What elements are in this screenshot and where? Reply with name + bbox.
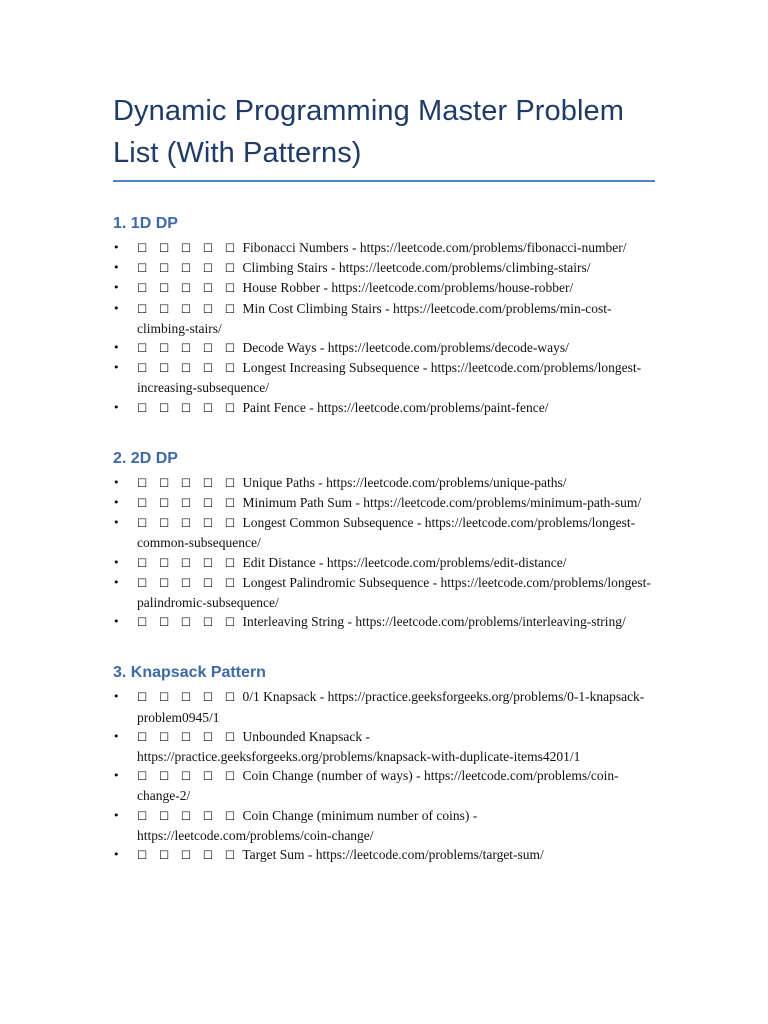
bullet-icon: • (113, 361, 120, 375)
checkbox-icons[interactable]: ☐ ☐ ☐ ☐ ☐ (137, 808, 240, 823)
list-item (113, 493, 655, 513)
document-page (113, 90, 655, 865)
bullet-icon: • (113, 575, 120, 589)
problem-text: House Robber - https://leetcode.com/problems/house-robber/ (242, 280, 574, 296)
bullet-icon: • (113, 769, 120, 783)
problem-text: Interleaving String - https://leetcode.com/problems/interleaving-string/ (242, 614, 626, 630)
section-2d-dp (113, 448, 655, 633)
problem-text: Unique Paths - https://leetcode.com/problems/unique-paths/ (242, 474, 567, 490)
problem-text: Climbing Stairs - https://leetcode.com/problems/climbing-stairs/ (242, 260, 591, 276)
bullet-icon: • (113, 516, 120, 530)
section-heading: 2. 2D DP (113, 449, 178, 467)
title-underline-rule (113, 180, 655, 182)
problem-text: Target Sum - https://leetcode.com/problems/target-sum/ (242, 847, 544, 863)
bullet-icon: • (113, 281, 120, 295)
bullet-icon: • (113, 496, 120, 510)
list-item (113, 258, 655, 278)
bullet-icon: • (113, 729, 120, 743)
bullet-icon: • (113, 690, 120, 704)
problem-text: Longest Increasing Subsequence - https://leetcode.com/problems/longest-increasing-subsequence/ (137, 360, 642, 396)
list-item (113, 278, 655, 298)
problem-text: Coin Change (minimum number of coins) - https://leetcode.com/problems/coin-change/ (137, 807, 478, 843)
list-item (113, 238, 655, 258)
bullet-icon: • (113, 555, 120, 569)
list-item (113, 358, 655, 397)
checkbox-icons[interactable]: ☐ ☐ ☐ ☐ ☐ (137, 341, 240, 356)
checkbox-icons[interactable]: ☐ ☐ ☐ ☐ ☐ (137, 848, 240, 863)
bullet-icon: • (113, 808, 120, 822)
document-title: Dynamic Programming Master Problem List (With Patterns) (113, 95, 625, 169)
problem-list (113, 687, 655, 865)
list-item (113, 845, 655, 865)
bullet-icon: • (113, 848, 120, 862)
list-item (113, 612, 655, 632)
list-item (113, 299, 655, 338)
section-knapsack-pattern (113, 662, 655, 865)
checkbox-icons[interactable]: ☐ ☐ ☐ ☐ ☐ (137, 400, 240, 415)
list-item (113, 473, 655, 493)
checkbox-icons[interactable]: ☐ ☐ ☐ ☐ ☐ (137, 769, 240, 784)
checkbox-icons[interactable]: ☐ ☐ ☐ ☐ ☐ (137, 615, 240, 630)
problem-text: Longest Palindromic Subsequence - https://leetcode.com/problems/longest-palindromic-subsequence/ (137, 574, 651, 611)
problem-text: Paint Fence - https://leetcode.com/problems/paint-fence/ (242, 399, 549, 415)
section-1d-dp (113, 213, 655, 418)
bullet-icon: • (113, 301, 120, 315)
list-item (113, 766, 655, 805)
checkbox-icons[interactable]: ☐ ☐ ☐ ☐ ☐ (137, 516, 240, 531)
list-item (113, 687, 655, 726)
problem-text: Fibonacci Numbers - https://leetcode.com/problems/fibonacci-number/ (242, 240, 627, 255)
bullet-icon: • (113, 261, 120, 275)
bullet-icon: • (113, 400, 120, 414)
list-item (113, 398, 655, 418)
list-item (113, 338, 655, 358)
checkbox-icons[interactable]: ☐ ☐ ☐ ☐ ☐ (137, 261, 240, 276)
problem-text: 0/1 Knapsack - https://practice.geeksforgeeks.org/problems/0-1-knapsack-problem0945/1 (137, 689, 645, 725)
checkbox-icons[interactable]: ☐ ☐ ☐ ☐ ☐ (137, 475, 240, 490)
checkbox-icons[interactable]: ☐ ☐ ☐ ☐ ☐ (137, 361, 240, 376)
problem-text: Unbounded Knapsack - https://practice.geeksforgeeks.org/problems/knapsack-with-duplicate-items4201/1 (137, 728, 581, 765)
list-item (113, 727, 655, 766)
problem-text: Longest Common Subsequence - https://leetcode.com/problems/longest-common-subsequence/ (137, 515, 636, 551)
checkbox-icons[interactable]: ☐ ☐ ☐ ☐ ☐ (137, 496, 240, 511)
list-item (113, 553, 655, 573)
checkbox-icons[interactable]: ☐ ☐ ☐ ☐ ☐ (137, 241, 240, 255)
problem-list (113, 473, 655, 633)
bullet-icon: • (113, 615, 120, 629)
checkbox-icons[interactable]: ☐ ☐ ☐ ☐ ☐ (137, 301, 240, 316)
problem-text: Min Cost Climbing Stairs - https://leetcode.com/problems/min-cost-climbing-stairs/ (137, 300, 612, 336)
problem-list (113, 238, 655, 418)
problem-text: Minimum Path Sum - https://leetcode.com/problems/minimum-path-sum/ (242, 495, 642, 511)
checkbox-icons[interactable]: ☐ ☐ ☐ ☐ ☐ (137, 690, 240, 705)
list-item (113, 513, 655, 552)
list-item (113, 806, 655, 845)
checkbox-icons[interactable]: ☐ ☐ ☐ ☐ ☐ (137, 729, 240, 744)
bullet-icon: • (113, 241, 120, 254)
section-heading: 1. 1D DP (113, 215, 178, 232)
problem-text: Decode Ways - https://leetcode.com/problems/decode-ways/ (242, 340, 569, 356)
checkbox-icons[interactable]: ☐ ☐ ☐ ☐ ☐ (137, 281, 240, 296)
bullet-icon: • (113, 341, 120, 355)
bullet-icon: • (113, 475, 120, 489)
checkbox-icons[interactable]: ☐ ☐ ☐ ☐ ☐ (137, 555, 240, 570)
section-heading: 3. Knapsack Pattern (113, 664, 266, 682)
list-item (113, 573, 655, 612)
checkbox-icons[interactable]: ☐ ☐ ☐ ☐ ☐ (137, 575, 240, 590)
problem-text: Coin Change (number of ways) - https://leetcode.com/problems/coin-change-2/ (137, 768, 619, 804)
problem-text: Edit Distance - https://leetcode.com/problems/edit-distance/ (242, 554, 567, 570)
